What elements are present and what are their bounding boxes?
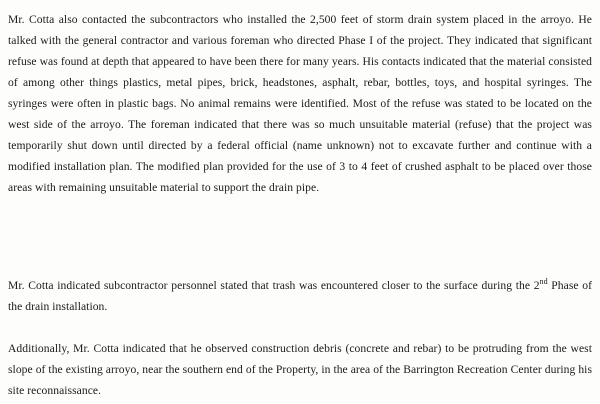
paragraph-second-phase-text: Mr. Cotta indicated subcontractor personnel stated that trash was encountered closer to the surface during the 2	[8, 279, 540, 292]
ordinal-suffix: nd	[539, 277, 548, 287]
paragraph-second-phase	[8, 275, 592, 317]
paragraph-subcontractor-findings: Mr. Cotta also contacted the subcontractors who installed the 2,500 feet of storm drain system placed in the arroyo. He talked with the general contractor and various foreman who directed Phase I of the project. They indicated that significant refuse was found at depth that appeared to have been there for many years. His contacts indicated that the material consisted of among other things plastics, metal pipes, brick, headstones, asphalt, rebar, bottles, toys, and hospital syringes. The syringes were often in plastic bags. No animal remains were identified. Most of the refuse was stated to be located on the west side of the arroyo. The foreman indicated that there was so much unsuitable material (refuse) that the project was temporarily shut down until directed by a federal official (name unknown) not to excavate further and continue with a modified installation plan. The modified plan provided for the use of 3 to 4 feet of crushed asphalt to be placed over those areas with remaining unsuitable material to support the drain pipe.	[8, 13, 592, 194]
paragraph-site-reconnaissance: Additionally, Mr. Cotta indicated that he observed construction debris (concrete and rebar) to be protruding from the west slope of the existing arroyo, near the southern end of the Property, in the area of the Barrington Recreation Center during his site reconnaissance.	[8, 342, 592, 397]
paragraph-second-phase-text-end: Phase of the drain installation.	[8, 279, 593, 313]
